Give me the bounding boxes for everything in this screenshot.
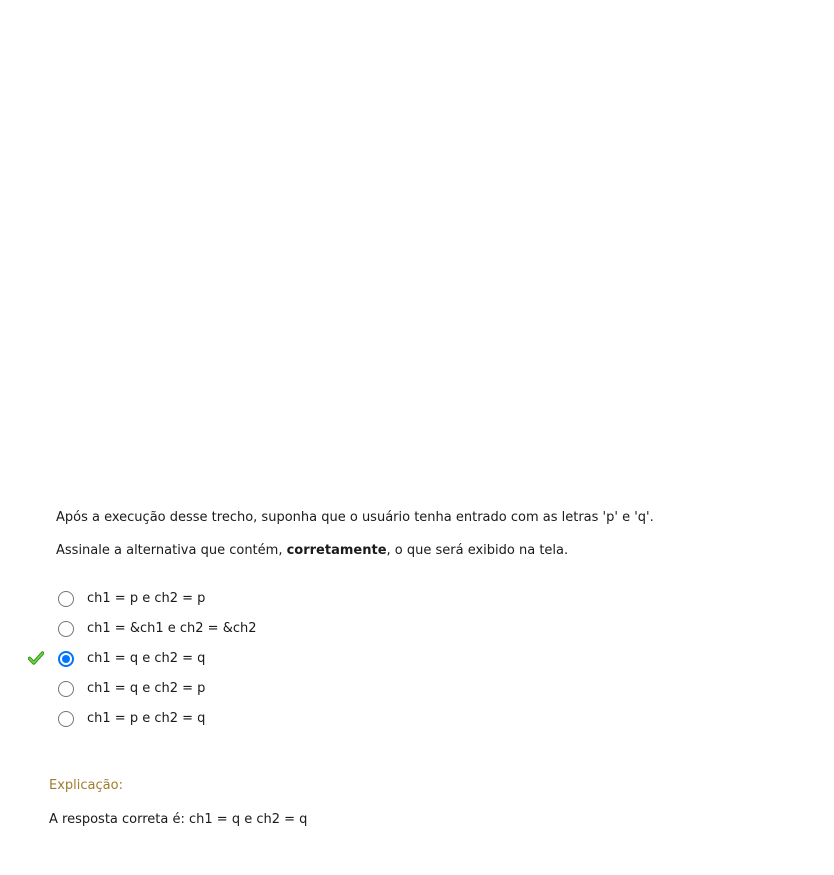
question-text [56,508,816,561]
answer-options [58,584,658,734]
green-checkmark-icon [28,651,44,665]
option-b[interactable] [58,614,658,644]
option-c-radio[interactable] [58,651,74,667]
explanation-section [49,776,809,830]
option-c[interactable] [58,644,658,674]
question-line-2-prefix: Assinale a alternativa que contém, [56,543,287,558]
question-line-1: Após a execução desse trecho, suponha que o usuário tenha entrado com as letras 'p' e 'q'. [56,510,654,525]
option-a[interactable] [58,584,658,614]
explanation-text: A resposta correta é: ch1 = q e ch2 = q [49,812,308,827]
question-line-2 [56,541,816,561]
option-a-radio[interactable] [58,591,74,607]
option-c-label[interactable]: ch1 = q e ch2 = q [87,651,206,666]
question-line-2-bold: corretamente [286,543,387,558]
option-d-radio[interactable] [58,681,74,697]
option-e[interactable] [58,704,658,734]
question-line-2-suffix: , o que será exibido na tela. [386,543,569,558]
option-e-radio[interactable] [58,711,74,727]
option-b-radio[interactable] [58,621,74,637]
explanation-title: Explicação: [49,778,123,793]
option-a-label[interactable]: ch1 = p e ch2 = p [87,591,206,606]
option-e-label[interactable]: ch1 = p e ch2 = q [87,711,206,726]
option-d[interactable] [58,674,658,704]
option-d-label[interactable]: ch1 = q e ch2 = p [87,681,206,696]
option-b-label[interactable]: ch1 = &ch1 e ch2 = &ch2 [87,621,257,636]
